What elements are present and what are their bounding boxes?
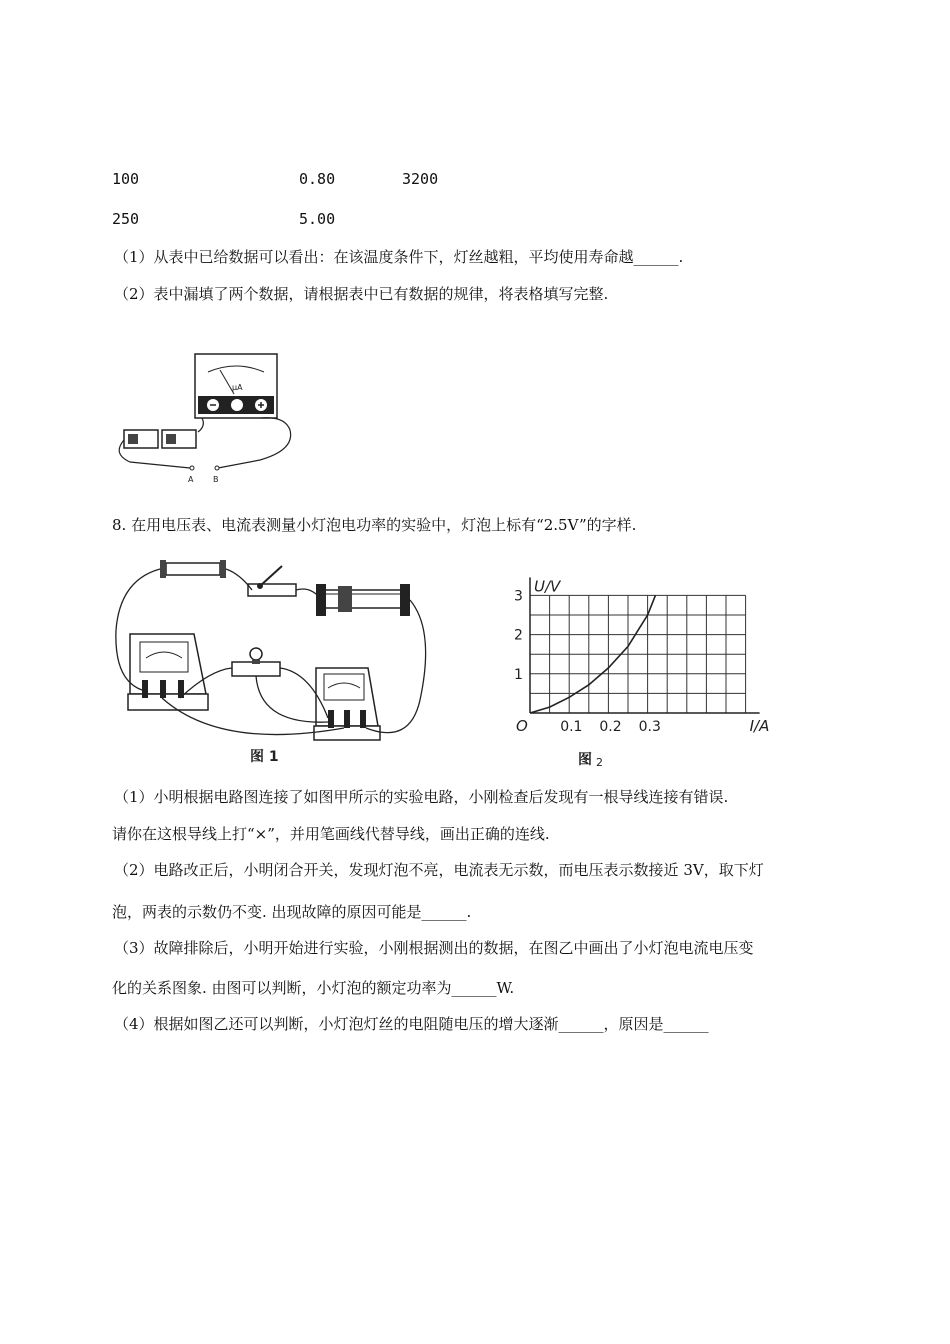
x-tick-label: 0.2 <box>599 719 622 735</box>
wire-battery-to-meter <box>198 418 203 432</box>
terminal-b <box>215 466 219 470</box>
x-axis-label: I/A <box>749 717 770 735</box>
figure-2-caption-main: 图 <box>578 752 592 768</box>
q7-sub2: （2）表中漏填了两个数据，请根据表中已有数据的规律，将表格填写完整. <box>114 285 609 303</box>
q8-sub1-a: （1）小明根据电路图连接了如图甲所示的实验电路，小刚检查后发现有一根导线连接有错误. <box>114 788 729 806</box>
meter-middle-terminal <box>231 399 243 411</box>
figure-2-caption-number: 2 <box>596 756 603 769</box>
terminal-b-label: B <box>213 475 219 484</box>
x-tick-label: 0.1 <box>560 719 583 735</box>
figure-2-chart <box>500 545 770 770</box>
table-cell-row1-col1: 100 <box>112 170 140 188</box>
y-tick-label: 1 <box>514 666 523 683</box>
q8-sub2-a: （2）电路改正后，小明闭合开关，发现灯泡不亮，电流表无示数，而电压表示数接近 3V，取下灯 <box>114 861 764 879</box>
wire-meter-to-b <box>218 418 291 468</box>
x-tick-label: 0.3 <box>638 719 661 735</box>
q7-sub1: （1）从表中已给数据可以看出：在该温度条件下，灯丝越粗，平均使用寿命越______. <box>114 248 684 266</box>
origin-label: O <box>516 717 528 735</box>
terminal-a-label: A <box>188 475 194 484</box>
table-cell-row2-col2: 5.00 <box>299 210 336 228</box>
q8-sub4: （4）根据如图乙还可以判断，小灯泡灯丝的电阻随电压的增大逐渐______，原因是______ <box>114 1015 709 1033</box>
microammeter-circuit-figure <box>110 350 300 485</box>
chart-grid <box>530 595 746 713</box>
y-axis-label: U/V <box>534 577 561 596</box>
table-cell-row1-col3: 3200 <box>402 170 439 188</box>
ammeter <box>128 634 208 710</box>
figure-1-caption: 图 1 <box>250 749 279 765</box>
q8-sub1-b: 请你在这根导线上打“×”，并用笔画线代替导线，画出正确的连线. <box>112 825 550 843</box>
y-tick-label: 3 <box>514 588 523 605</box>
battery-box <box>160 560 226 578</box>
figure-1-circuit <box>110 550 440 765</box>
y-tick-label: 2 <box>514 627 523 644</box>
q8-sub2-b: 泡，两表的示数仍不变. 出现故障的原因可能是______. <box>112 903 472 921</box>
lamp <box>232 648 280 676</box>
meter-unit-label: μA <box>232 383 243 392</box>
table-cell-row2-col1: 250 <box>112 210 140 228</box>
q8-sub3-b: 化的关系图象. 由图可以判断，小灯泡的额定功率为______W. <box>112 979 515 997</box>
chart-axes <box>530 577 760 713</box>
rheostat <box>316 584 410 616</box>
switch <box>248 566 296 596</box>
q8-sub3-a: （3）故障排除后，小明开始进行实验，小刚根据测出的数据，在图乙中画出了小灯泡电流电压变 <box>114 939 754 957</box>
q8-stem: 8. 在用电压表、电流表测量小灯泡电功率的实验中，灯泡上标有“2.5V”的字样. <box>112 516 637 534</box>
table-cell-row1-col2: 0.80 <box>299 170 336 188</box>
terminal-a <box>190 466 194 470</box>
